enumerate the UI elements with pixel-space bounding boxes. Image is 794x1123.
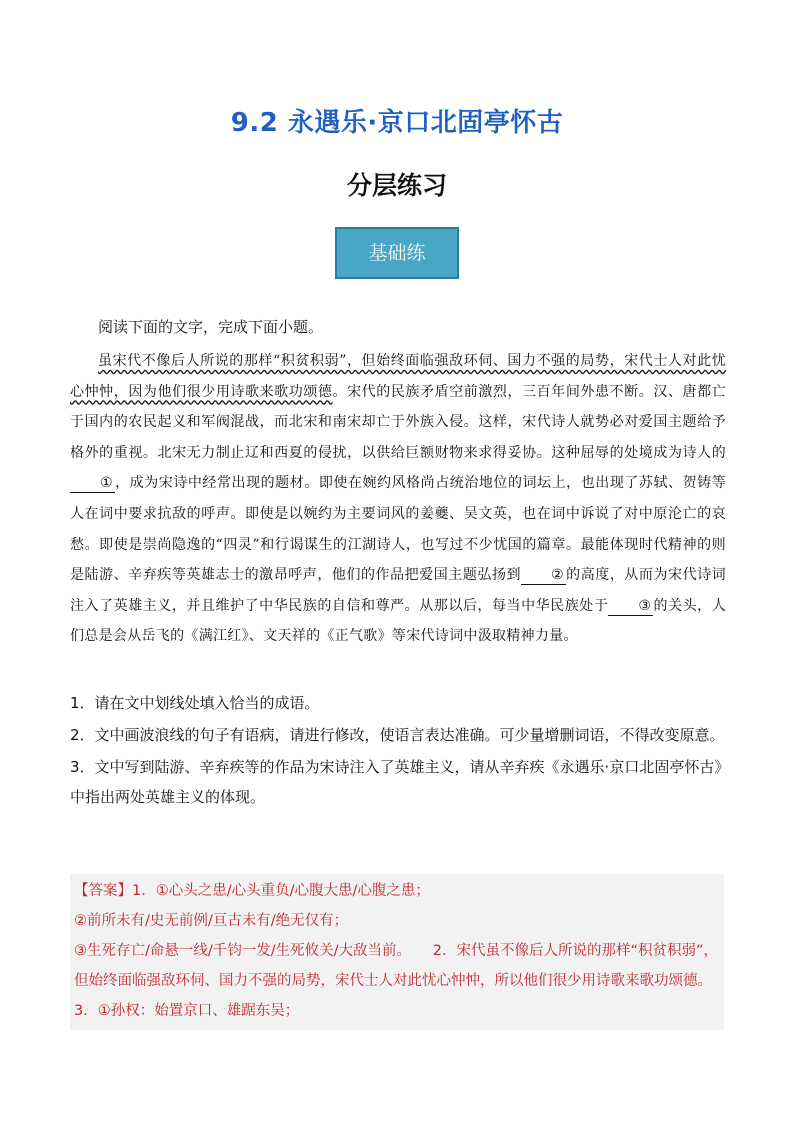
- blank-3: ③: [608, 597, 653, 616]
- blank-1: ①: [70, 474, 115, 493]
- instruction-text: 阅读下面的文字，完成下面小题。: [98, 318, 324, 336]
- section-badge: 基础练: [335, 227, 459, 279]
- answer-box: [70, 874, 734, 1030]
- answer-line-2: ②前所未有/史无前例/亘古未有/绝无仅有；: [74, 913, 349, 929]
- reading-passage: [70, 346, 726, 652]
- question-2: 2．文中画波浪线的句子有语病，请进行修改，使语言表达准确。可少量增删词语，不得改变原意。: [70, 726, 725, 744]
- question-list: [70, 688, 726, 814]
- question-3: 3．文中写到陆游、辛弃疾等的作品为宋诗注入了英雄主义，请从辛弃疾《永遇乐·京口北固亭怀古》中指出两处英雄主义的体现。: [70, 758, 722, 806]
- page-title: 9.2 永遇乐·京口北固亭怀古: [230, 108, 564, 138]
- passage-text-3: 的高度，从而为宋代诗词注入了英雄主义，并且维护了中华民族的自信和尊严。从那以后，每当中华民族处于: [70, 567, 726, 614]
- passage-text-4: 的关头，人们总是会从岳飞的《满江红》、文天祥的《正气歌》等宋代诗词中汲取精神力量。: [70, 597, 726, 645]
- page-subtitle: 分层练习: [346, 171, 447, 200]
- passage-text-1: 。宋代的民族矛盾空前激烈，三百年间外患不断。汉、唐都亡于国内的农民起义和军阀混战，而北宋和南宋却亡于外族入侵。这样，宋代诗人就势必对爱国主题给予格外的重视。北宋无力制止辽和西夏的侵扰，以供给巨额财物来求得妥协。这种屈辱的处境成为诗人的: [70, 383, 726, 461]
- answer-line-3: ③生死存亡/命悬一线/千钧一发/生死攸关/大敌当前。 2．宋代虽不像后人所说的那样“积贫积弱”，但始终面临强敌环伺、国力不强的局势，宋代士人对此忧心忡忡，所以他们很少用诗歌来歌功颂德。 3．①孙权：始置京口、雄踞东吴；: [74, 943, 734, 1019]
- question-1: 1．请在文中划线处填入恰当的成语。: [70, 694, 320, 712]
- answer-label: 【答案】: [74, 883, 132, 899]
- answer-line-1: 1．①心头之患/心头重负/心腹大患/心腹之患；: [132, 883, 430, 899]
- wavy-underlined-sentence: 虽宋代不像后人所说的那样“积贫积弱”，但始终面临强敌环伺、国力不强的局势，宋代士人对此忧心忡忡，因为他们很少用诗歌来歌功颂德: [70, 353, 726, 400]
- passage-text-2: ，成为宋诗中经常出现的题材。即使在婉约风格尚占统治地位的词坛上，也出现了苏轼、贺铸等人在词中要求抗敌的呼声。即使是以婉约为主要词风的姜夔、吴文英，也在词中诉说了对中原沦亡的哀愁。即使是崇尚隐逸的“四灵”和行谒谋生的江湖诗人，也写过不少忧国的篇章。最能体现时代精神的则是陆游、辛弃疾等英雄志士的激昂呼声，他们的作品把爱国主题弘扬到: [70, 475, 726, 584]
- blank-2: ②: [521, 566, 566, 585]
